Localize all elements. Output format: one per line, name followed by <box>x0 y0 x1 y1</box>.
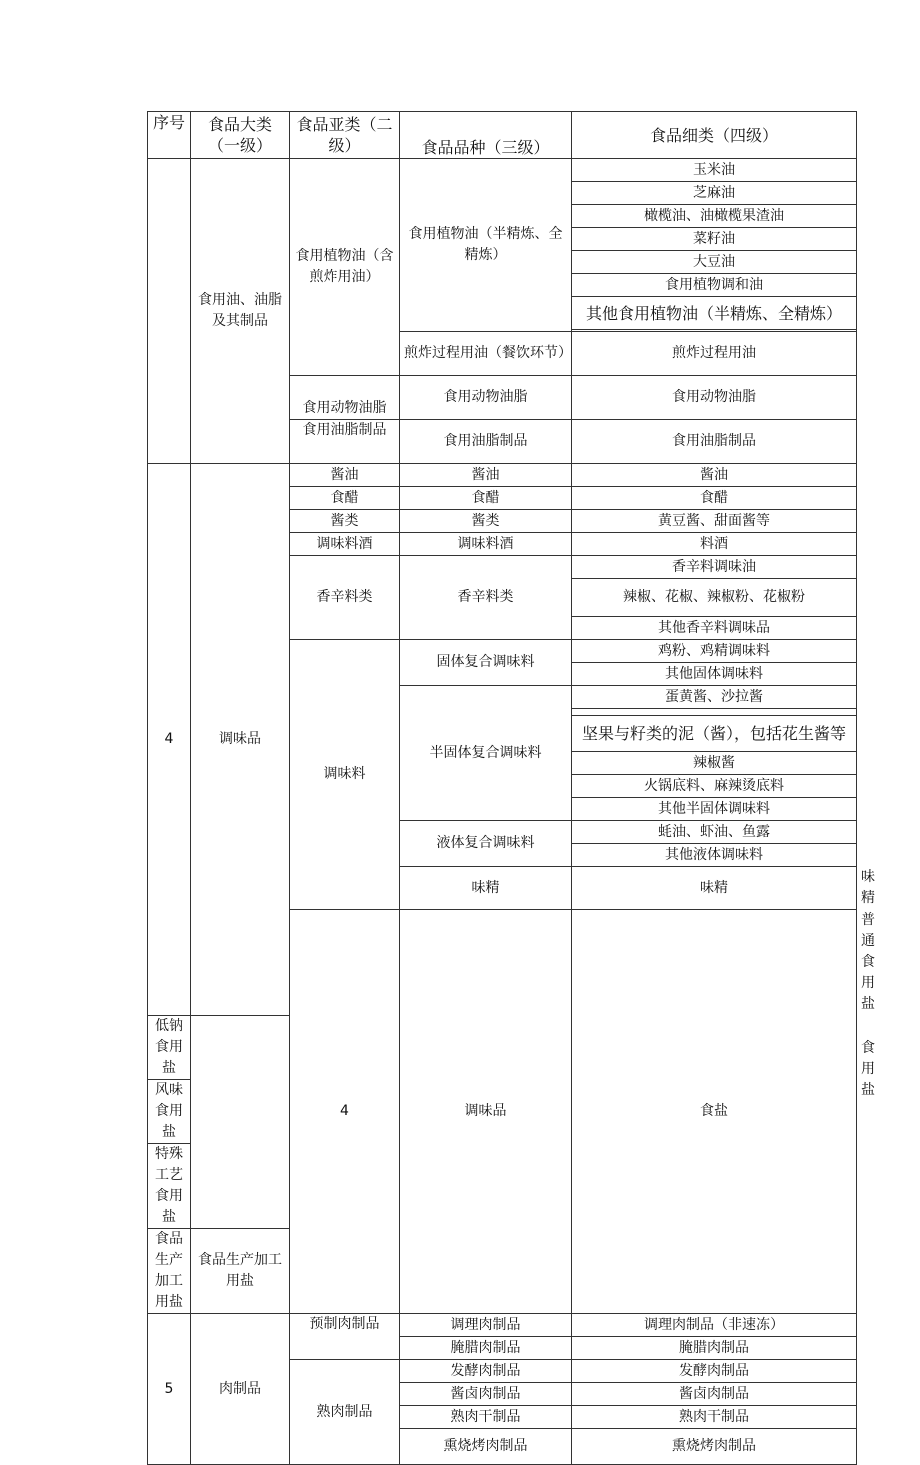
oil-prod-item: 食用油脂制品 <box>572 420 857 464</box>
table-row <box>148 464 857 487</box>
liquid-item: 蚝油、虾油、鱼露 <box>572 821 857 844</box>
salt-item: 风味食用盐 <box>148 1080 191 1144</box>
meat-kind: 调理肉制品 <box>400 1314 572 1337</box>
oil-prod-kind: 食用油脂制品 <box>400 420 572 464</box>
sauce-item: 黄豆酱、甜面酱等 <box>572 510 857 533</box>
meat-kind: 酱卤肉制品 <box>400 1383 572 1406</box>
oil-veg-item: 其他食用植物油（半精炼、全精炼） <box>572 297 857 330</box>
sauce-kind: 酱类 <box>400 510 572 533</box>
meat-item: 熟肉干制品 <box>572 1406 857 1429</box>
oil-veg-item: 玉米油 <box>572 159 857 182</box>
msg-kind: 味精 <box>572 867 857 910</box>
meat-item: 腌腊肉制品 <box>572 1337 857 1360</box>
table-row <box>148 1314 857 1337</box>
oil-fry-kind: 煎炸过程用油（餐饮环节） <box>400 332 572 376</box>
solid-item: 其他固体调味料 <box>572 663 857 686</box>
header-seq: 序号 <box>148 112 191 159</box>
meat-cooked-sub: 熟肉制品 <box>290 1360 400 1465</box>
meat-item: 调理肉制品（非速冻） <box>572 1314 857 1337</box>
msg-sub: 味精 <box>400 867 572 910</box>
meat-kind: 熏烧烤肉制品 <box>400 1429 572 1465</box>
oil-veg-item: 大豆油 <box>572 251 857 274</box>
vinegar-kind: 食醋 <box>400 487 572 510</box>
oil-animal-kind: 食用动物油脂 <box>400 376 572 420</box>
wine-item: 料酒 <box>572 533 857 556</box>
header-level1: 食品大类（一级） <box>191 112 290 159</box>
header-level2: 食品亚类（二级） <box>290 112 400 159</box>
meat-item: 熏烧烤肉制品 <box>572 1429 857 1465</box>
oil-veg-sub: 食用植物油（含煎炸用油） <box>290 159 400 376</box>
wine-kind: 调味料酒 <box>400 533 572 556</box>
oil-veg-item: 菜籽油 <box>572 228 857 251</box>
seq-cell <box>148 159 191 464</box>
oil-animal-sub: 食用动物油脂 <box>290 376 400 420</box>
salt-proc-kind: 食品生产加工用盐 <box>148 1229 191 1314</box>
solid-item: 鸡粉、鸡精调味料 <box>572 640 857 663</box>
vinegar-item: 食醋 <box>572 487 857 510</box>
table-row: 味精 味精 味精 <box>148 867 857 910</box>
sauce-sub: 酱类 <box>290 510 400 533</box>
oil-level1: 食用油、油脂及其制品 <box>191 159 290 464</box>
meat-level1: 肉制品 <box>191 1314 290 1465</box>
condiment-sub: 调味料 <box>290 640 400 910</box>
table-row <box>148 159 857 182</box>
liquid-item: 其他液体调味料 <box>572 844 857 867</box>
meat-item: 酱卤肉制品 <box>572 1383 857 1406</box>
salt-level1: 调味品 <box>400 910 572 1314</box>
semi-item: 火锅底料、麻辣烫底料 <box>572 775 857 798</box>
seasoning-seq: 4 <box>148 464 191 1016</box>
oil-fry-item: 煎炸过程用油 <box>572 332 857 376</box>
soy-kind: 酱油 <box>400 464 572 487</box>
salt-item: 特殊工艺食用盐 <box>148 1144 191 1229</box>
wine-sub: 调味料酒 <box>290 533 400 556</box>
salt-sub: 食盐 <box>572 910 857 1314</box>
food-category-table <box>147 111 875 1465</box>
oil-veg-item: 芝麻油 <box>572 182 857 205</box>
meat-pre-sub: 预制肉制品 <box>290 1314 400 1360</box>
header-level3: 食品品种（三级） <box>400 112 572 159</box>
table-row: 4 调味品 食盐 食用盐 普通食用盐 <box>148 910 857 1016</box>
meat-kind: 发酵肉制品 <box>400 1360 572 1383</box>
meat-seq: 5 <box>148 1314 191 1465</box>
seasoning-level1: 调味品 <box>191 464 290 1016</box>
oil-veg-item: 食用植物调和油 <box>572 274 857 297</box>
spice-kind: 香辛料类 <box>400 556 572 640</box>
liquid-kind: 液体复合调味料 <box>400 821 572 867</box>
vinegar-sub: 食醋 <box>290 487 400 510</box>
semi-item: 蛋黄酱、沙拉酱 <box>572 686 857 709</box>
semi-item: 其他半固体调味料 <box>572 798 857 821</box>
meat-kind: 熟肉干制品 <box>400 1406 572 1429</box>
header-level4: 食品细类（四级） <box>572 112 857 159</box>
spice-item: 其他香辛料调味品 <box>572 617 857 640</box>
spice-sub: 香辛料类 <box>290 556 400 640</box>
oil-veg-kind: 食用植物油（半精炼、全精炼） <box>400 159 572 332</box>
oil-veg-item: 橄榄油、油橄榄果渣油 <box>572 205 857 228</box>
salt-seq: 4 <box>290 910 400 1314</box>
semi-kind: 半固体复合调味料 <box>400 686 572 821</box>
oil-prod-sub: 食用油脂制品 <box>290 420 400 464</box>
spice-item: 香辛料调味油 <box>572 556 857 579</box>
soy-sub: 酱油 <box>290 464 400 487</box>
spacer-cell <box>572 709 857 716</box>
soy-item: 酱油 <box>572 464 857 487</box>
salt-item: 低钠食用盐 <box>148 1016 191 1080</box>
salt-proc-item: 食品生产加工用盐 <box>191 1229 290 1314</box>
meat-kind: 腌腊肉制品 <box>400 1337 572 1360</box>
spice-item: 辣椒、花椒、辣椒粉、花椒粉 <box>572 579 857 617</box>
header-row <box>148 112 857 159</box>
semi-item: 辣椒酱 <box>572 752 857 775</box>
solid-kind: 固体复合调味料 <box>400 640 572 686</box>
semi-item: 坚果与籽类的泥（酱），包括花生酱等 <box>572 716 857 752</box>
oil-animal-item: 食用动物油脂 <box>572 376 857 420</box>
meat-item: 发酵肉制品 <box>572 1360 857 1383</box>
